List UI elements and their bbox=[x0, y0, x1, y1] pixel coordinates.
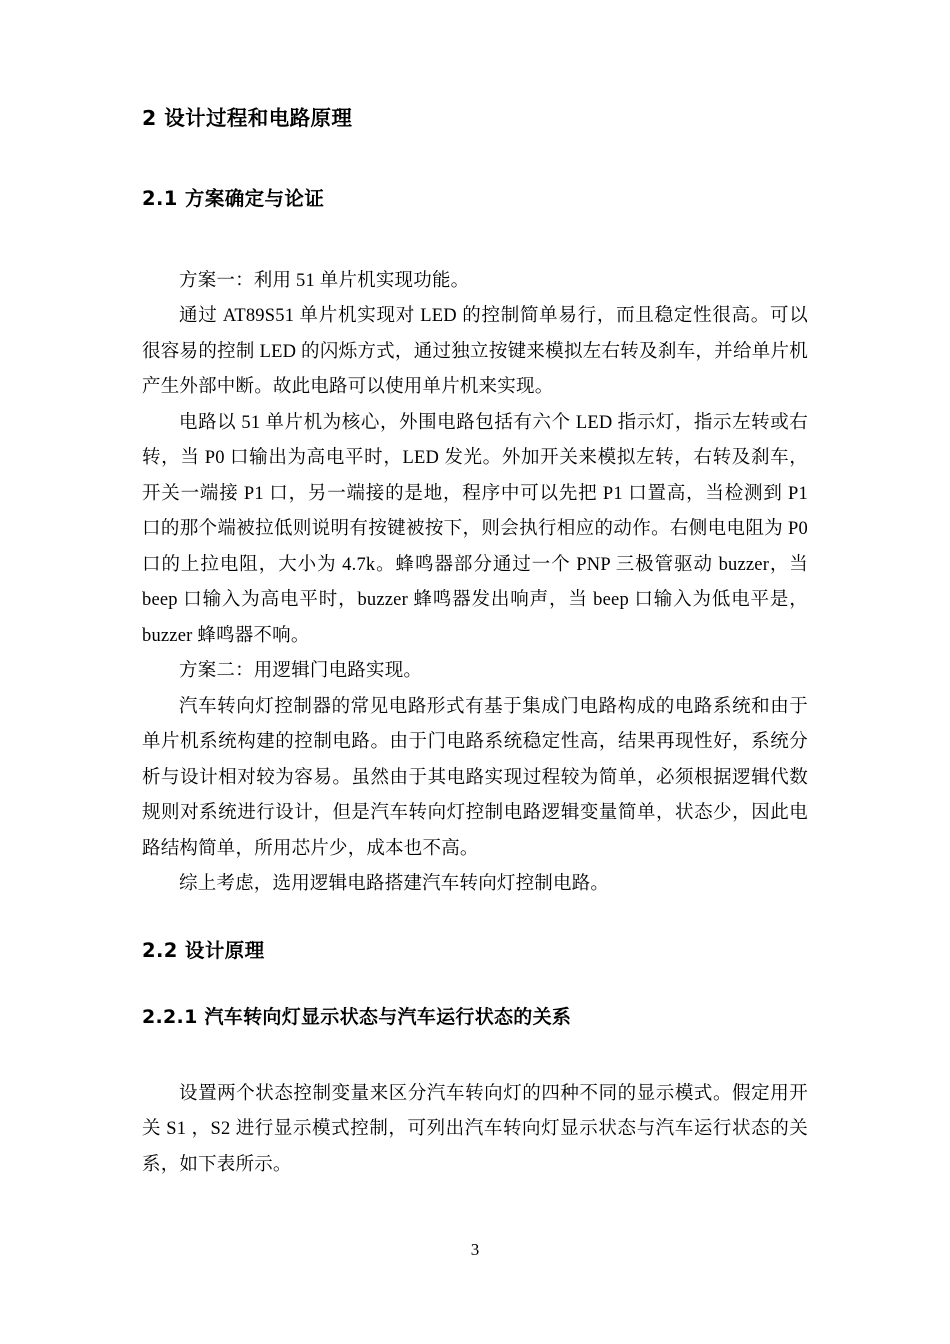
paragraph: 方案二：用逻辑门电路实现。 bbox=[179, 661, 423, 682]
paragraph: 方案一：利用 51 单片机实现功能。 bbox=[179, 270, 470, 291]
heading-section-2-2: 2.2 设计原理 bbox=[142, 938, 265, 962]
paragraph: 电路以 51 单片机为核心，外围电路包括有六个 LED 指示灯，指示左转或右转，当 P0 口输出为高电平时，LED 发光。外加开关来模拟左转，右转及刹车，开关一端接 P1 口，另一端接的是地，程序中可以先把 P1 口置高，当检测到 P1 口的那个端被拉低则说明有按键被按下，则会执行相应的动作。右侧电电阻为 P0 口的上拉电阻，大小为 4.7k。蜂鸣器部分通过一个 PNP 三极管驱动 buzzer，当 beep 口输入为高电平时，buzzer 蜂鸣器发出响声，当 beep 口输入为低电平是，buzzer 蜂鸣器不响。 bbox=[142, 412, 808, 646]
heading-section-2: 2 设计过程和电路原理 bbox=[142, 106, 353, 130]
spacer bbox=[142, 133, 808, 185]
spacer bbox=[142, 903, 808, 937]
page-number: 3 bbox=[470, 1240, 480, 1259]
spacer bbox=[142, 1031, 808, 1077]
spacer bbox=[142, 964, 808, 1004]
paragraph: 设置两个状态控制变量来区分汽车转向灯的四种不同的显示模式。假定用开关 S1 ，S2 进行显示模式控制，可列出汽车转向灯显示状态与汽车运行状态的关系，如下表所示。 bbox=[142, 1083, 808, 1175]
paragraph: 综上考虑，选用逻辑电路搭建汽车转向灯控制电路。 bbox=[179, 874, 610, 895]
heading-section-2-1: 2.1 方案确定与论证 bbox=[142, 186, 325, 210]
paragraph: 汽车转向灯控制器的常见电路形式有基于集成门电路构成的电路系统和由于单片机系统构建的控制电路。由于门电路系统稳定性高，结果再现性好，系统分析与设计相对较为容易。虽然由于其电路实现过程较为简单，必须根据逻辑代数规则对系统进行设计，但是汽车转向灯控制电路逻辑变量简单，状态少，因此电路结构简单，所用芯片少，成本也不高。 bbox=[142, 696, 808, 859]
paragraph: 通过 AT89S51 单片机实现对 LED 的控制简单易行，而且稳定性很高。可以很容易的控制 LED 的闪烁方式，通过独立按键来模拟左右转及刹车，并给单片机产生外部中断。故此电路可以使用单片机来实现。 bbox=[142, 306, 808, 398]
heading-section-2-2-1: 2.2.1 汽车转向灯显示状态与汽车运行状态的关系 bbox=[142, 1006, 572, 1029]
spacer bbox=[142, 212, 808, 264]
